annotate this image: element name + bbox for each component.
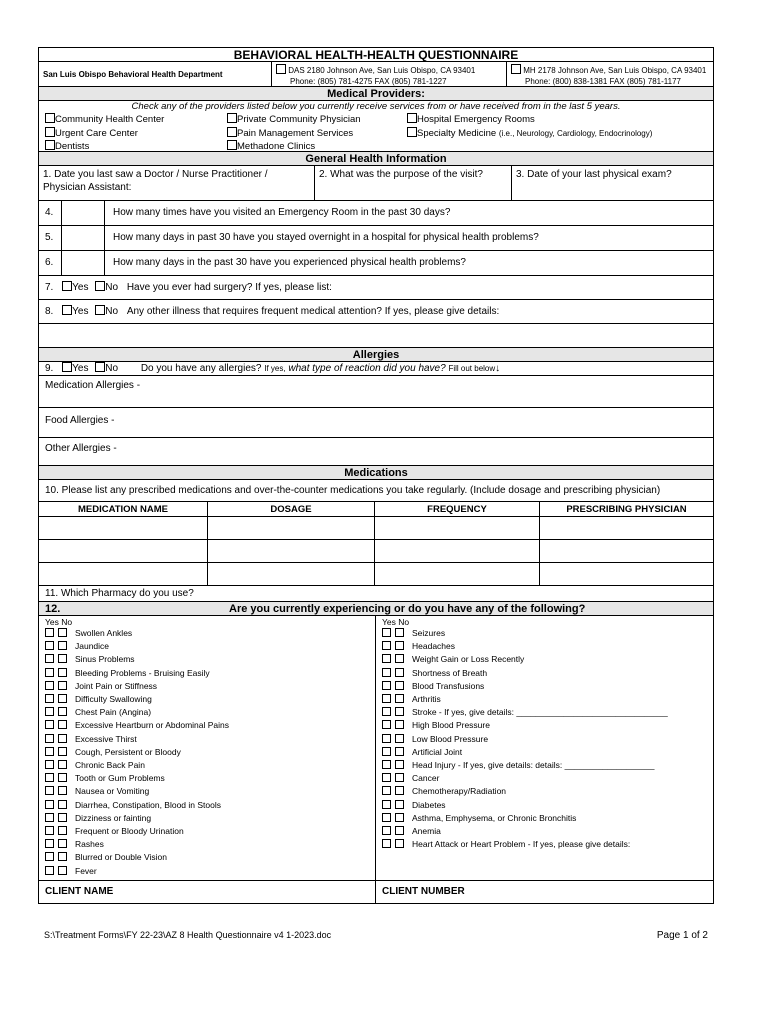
das-phone: Phone: (805) 781-4275 FAX (805) 781-1227 [290,77,447,86]
no-checkbox[interactable] [395,681,404,690]
checkbox[interactable] [227,127,237,137]
client-row [39,881,713,903]
food-allergies-field[interactable]: Food Allergies - [39,408,713,438]
client-name-field[interactable]: CLIENT NAME [45,886,114,897]
q12-heading: Are you currently experiencing or do you have any of the following? [229,603,586,615]
no-checkbox[interactable] [395,734,404,743]
conditions-right-list [382,627,713,851]
frequency-cell[interactable] [374,563,539,585]
health-questionnaire-form [38,47,714,904]
left-item [45,799,375,812]
condition-label: Joint Pain or Stiffness [75,680,158,691]
no-checkbox[interactable] [58,628,67,637]
yes-checkbox[interactable] [45,786,54,795]
no-checkbox[interactable] [58,852,67,861]
left-item [45,865,375,878]
left-item [45,640,375,653]
file-path: S:\Treatment Forms\FY 22-23\AZ 8 Health Questionnaire v4 1-2023.doc [44,930,332,940]
q6-problem-days: How many days in the past 30 have you experienced physical health problems? [113,257,466,268]
provider-urgent-care[interactable]: Urgent Care Center [45,127,164,141]
left-item [45,719,375,732]
condition-label: Anemia [412,826,441,837]
condition-label: Frequent or Bloody Urination [75,826,184,837]
q5-hospital-days: How many days in past 30 have you stayed overnight in a hospital for physical health problems? [113,232,539,243]
no-checkbox[interactable] [395,694,404,703]
providers-col2 [227,113,361,154]
condition-label: Artificial Joint [412,746,463,757]
yes-checkbox[interactable] [382,826,391,835]
client-number-field[interactable]: CLIENT NUMBER [375,881,713,903]
col-prescribing-physician: PRESCRIBING PHYSICIAN [539,502,713,516]
dosage-cell[interactable] [207,563,374,585]
condition-label: Stroke - If yes, give details: ________________________________ [412,707,668,718]
frequency-cell[interactable] [374,517,539,539]
yes-checkbox[interactable] [45,707,54,716]
providers-col1 [45,113,164,154]
provider-private-physician[interactable]: Private Community Physician [227,113,361,127]
conditions-right: Yes No Seizures Headaches Weight Gain or Loss Recently Shortness of Breath Blood Transfusions Arthritis Stroke - If yes, give details: ________________________________ High Blood Pressure Low Blood Pressure Artificial Joint Head Injury - If yes, give details: details: ___________________ Cancer Chemotherapy/Radiation Diabetes Asthma, Emphysema, or Chronic Bronchitis Anemia Heart Attack or Heart Problem - If yes, please give details: [375,616,713,880]
medication-allergies-field[interactable]: Medication Allergies - [39,376,713,408]
provider-specialty[interactable]: Specialty Medicine (i.e., Neurology, Cardiology, Endocrinology) [407,127,652,141]
q1-last-doctor-visit[interactable]: 1. Date you last saw a Doctor / Nurse Practitioner / Physician Assistant: [43,169,268,193]
no-checkbox[interactable] [58,773,67,782]
medication-row[interactable] [39,563,713,586]
no-checkbox[interactable] [395,826,404,835]
condition-label: Jaundice [75,641,110,652]
condition-label: Heart Attack or Heart Problem - If yes, please give details: [412,839,631,850]
condition-label: Cancer [412,773,440,784]
right-item [382,693,713,706]
yes-checkbox[interactable] [45,681,54,690]
provider-methadone[interactable]: Methadone Clinics [227,140,361,154]
yes-checkbox[interactable] [45,694,54,703]
left-item [45,693,375,706]
yes-checkbox[interactable] [45,720,54,729]
condition-label: Chronic Back Pain [75,760,145,771]
medication-name-cell[interactable] [39,540,207,562]
providers-instruction: Check any of the providers listed below you currently receive services from or have received from in the last 5 years. [131,101,621,112]
q12-heading-row: 12. Are you currently experiencing or do you have any of the following? [39,602,713,616]
no-checkbox[interactable] [395,839,404,848]
right-item [382,733,713,746]
left-item [45,680,375,693]
condition-label: Rashes [75,839,104,850]
providers-section [39,101,713,152]
col-dosage: DOSAGE [207,502,374,516]
mh-address: MH 2178 Johnson Ave, San Luis Obispo, CA 93401 [523,66,707,75]
checkbox[interactable] [45,113,55,123]
no-checkbox[interactable] [395,668,404,677]
no-checkbox[interactable] [58,654,67,663]
yes-checkbox[interactable] [382,668,391,677]
left-item [45,733,375,746]
q8-yes-checkbox[interactable] [62,305,72,315]
medication-row[interactable] [39,517,713,540]
mh-option [506,62,713,86]
yes-checkbox[interactable] [382,707,391,716]
yes-checkbox[interactable] [382,720,391,729]
right-item [382,680,713,693]
conditions-section [39,616,713,881]
no-checkbox[interactable] [395,628,404,637]
q4-answer-box[interactable] [61,201,105,225]
right-item [382,640,713,653]
checkbox[interactable] [407,113,417,123]
yes-checkbox[interactable] [382,839,391,848]
yes-checkbox[interactable] [382,800,391,809]
no-checkbox[interactable] [395,773,404,782]
condition-label: Blurred or Double Vision [75,852,167,863]
right-item [382,825,713,838]
right-item [382,799,713,812]
right-item [382,772,713,785]
no-checkbox[interactable] [58,641,67,650]
allergies-heading: Allergies [39,348,713,362]
q9-allergies: Do you have any allergies? [140,363,262,374]
yes-checkbox[interactable] [45,866,54,875]
physician-cell[interactable] [539,563,713,585]
condition-label: High Blood Pressure [412,720,490,731]
other-allergies-field[interactable]: Other Allergies - [39,438,713,466]
checkbox[interactable] [227,140,237,150]
left-item [45,812,375,825]
yes-checkbox[interactable] [45,760,54,769]
left-item [45,772,375,785]
arrow-down-icon: ↓ [495,363,501,374]
providers-heading: Medical Providers: [39,87,713,101]
department-name: San Luis Obispo Behavioral Health Department [43,70,223,79]
q7-row: 7. Yes No Have you ever had surgery? If yes, please list: [39,276,713,300]
no-checkbox[interactable] [58,681,67,690]
medication-row[interactable] [39,540,713,563]
dosage-cell[interactable] [207,540,374,562]
das-checkbox[interactable] [276,64,286,74]
condition-label: Asthma, Emphysema, or Chronic Bronchitis [412,812,577,823]
q8-no-checkbox[interactable] [95,305,105,315]
yes-checkbox[interactable] [382,760,391,769]
no-checkbox[interactable] [58,734,67,743]
yes-checkbox[interactable] [382,654,391,663]
checkbox[interactable] [45,140,55,150]
condition-label: Head Injury - If yes, give details: details: ___________________ [412,760,655,771]
condition-label: Bleeding Problems - Bruising Easily [75,667,210,678]
no-checkbox[interactable] [58,707,67,716]
left-item [45,759,375,772]
mh-checkbox[interactable] [511,64,521,74]
yes-checkbox[interactable] [45,747,54,756]
condition-label: Low Blood Pressure [412,733,489,744]
col-medication-name: MEDICATION NAME [77,504,169,515]
condition-label: Nausea or Vomiting [75,786,150,797]
no-checkbox[interactable] [395,760,404,769]
condition-label: Fever [75,865,97,876]
yes-checkbox[interactable] [45,628,54,637]
condition-label: Diarrhea, Constipation, Blood in Stools [75,799,221,810]
left-item [45,851,375,864]
condition-label: Cough, Persistent or Bloody [75,746,181,757]
condition-label: Sinus Problems [75,654,135,665]
no-checkbox[interactable] [58,800,67,809]
no-checkbox[interactable] [58,694,67,703]
left-item [45,653,375,666]
q10-medications: 10. Please list any prescribed medications and over-the-counter medications you take regularly. (Include dosage and prescribing physician) [39,480,713,502]
q11-pharmacy[interactable]: 11. Which Pharmacy do you use? [39,586,713,602]
left-item [45,838,375,851]
q4-row: 4. How many times have you visited an Emergency Room in the past 30 days? [39,201,713,226]
dosage-cell[interactable] [207,517,374,539]
condition-label: Swollen Ankles [75,628,133,638]
yes-checkbox[interactable] [382,813,391,822]
conditions-left-list [45,627,375,878]
no-checkbox[interactable] [58,839,67,848]
provider-community-health[interactable]: Community Health Center [45,113,164,127]
no-checkbox[interactable] [395,654,404,663]
no-checkbox[interactable] [58,786,67,795]
checkbox[interactable] [407,127,417,137]
condition-label: Weight Gain or Loss Recently [412,654,525,665]
conditions-left: Yes No Swollen Ankles Jaundice Sinus Problems Bleeding Problems - Bruising Easily Joint Pain or Stiffness Difficulty Swallowing Chest Pain (Angina) Excessive Heartburn or Abdominal Pains Excessive Thirst Cough, Persistent or Bloody Chronic Back Pain Tooth or Gum Problems Nausea or Vomiting Diarrhea, Constipation, Blood in Stools Dizziness or fainting Frequent or Bloody Urination Rashes Blurred or Double Vision Fever [39,616,375,880]
medications-table-header [39,502,713,517]
no-checkbox[interactable] [395,786,404,795]
checkbox[interactable] [45,127,55,137]
no-checkbox[interactable] [395,813,404,822]
condition-label: Difficulty Swallowing [75,694,152,705]
yes-checkbox[interactable] [382,694,391,703]
no-checkbox[interactable] [58,826,67,835]
right-item [382,653,713,666]
right-item [382,812,713,825]
mh-phone: Phone: (800) 838-1381 FAX (805) 781-1177 [525,77,681,86]
left-item [45,706,375,719]
physician-cell[interactable] [539,517,713,539]
yes-checkbox[interactable] [382,641,391,650]
yes-checkbox[interactable] [45,813,54,822]
condition-label: Blood Transfusions [412,680,485,691]
provider-pain-management[interactable]: Pain Management Services [227,127,361,141]
condition-label: Shortness of Breath [412,667,488,678]
q7-yes-checkbox[interactable] [62,281,72,291]
page-number: Page 1 of 2 [656,930,708,941]
q7-no-checkbox[interactable] [95,281,105,291]
yes-checkbox[interactable] [382,747,391,756]
right-item [382,746,713,759]
condition-label: Chemotherapy/Radiation [412,786,507,797]
q9-no-checkbox[interactable] [95,362,105,372]
yes-checkbox[interactable] [45,734,54,743]
no-checkbox[interactable] [395,641,404,650]
q8-illness: Any other illness that requires frequent medical attention? If yes, please give details: [126,306,500,317]
general-heading: General Health Information [39,152,713,166]
yes-checkbox[interactable] [45,773,54,782]
provider-hospital-er[interactable]: Hospital Emergency Rooms [407,113,652,127]
q5-answer-box[interactable] [61,226,105,250]
q3-last-physical[interactable]: 3. Date of your last physical exam? [511,166,713,200]
left-item [45,746,375,759]
condition-label: Headaches [412,641,456,652]
no-checkbox[interactable] [58,813,67,822]
frequency-cell[interactable] [374,540,539,562]
das-address: DAS 2180 Johnson Ave, San Luis Obispo, CA 93401 [288,66,476,75]
condition-label: Chest Pain (Angina) [75,707,152,718]
condition-label: Dizziness or fainting [75,812,152,823]
yes-checkbox[interactable] [382,786,391,795]
das-option [271,62,506,86]
condition-label: Arthritis [412,694,441,705]
left-item [45,627,375,640]
form-title: BEHAVIORAL HEALTH-HEALTH QUESTIONNAIRE [39,48,713,62]
q2-visit-purpose[interactable]: 2. What was the purpose of the visit? [314,166,511,200]
medications-heading: Medications [39,466,713,480]
q7-surgery: Have you ever had surgery? If yes, please list: [126,282,332,293]
yes-checkbox[interactable] [45,668,54,677]
physician-cell[interactable] [539,540,713,562]
yes-checkbox[interactable] [382,681,391,690]
no-checkbox[interactable] [395,800,404,809]
header-row [39,62,713,87]
q9-row: 9. Yes No Do you have any allergies? If yes, what type of reaction did you have? Fill out below↓ [39,362,713,376]
right-item [382,706,713,719]
yes-checkbox[interactable] [45,800,54,809]
yes-checkbox[interactable] [382,628,391,637]
q1-q3-row [39,166,713,201]
right-item [382,667,713,680]
no-checkbox[interactable] [58,866,67,875]
condition-label: Diabetes [412,799,446,810]
left-item [45,667,375,680]
right-item [382,719,713,732]
q9-yes-checkbox[interactable] [62,362,72,372]
yes-checkbox[interactable] [45,839,54,848]
left-item [45,785,375,798]
q8-row: 8. Yes No Any other illness that requires frequent medical attention? If yes, please give details: [39,300,713,324]
condition-label: Seizures [412,628,446,638]
medication-name-cell[interactable] [39,517,207,539]
medication-name-cell[interactable] [39,563,207,585]
condition-label: Excessive Heartburn or Abdominal Pains [75,720,230,731]
provider-dentists[interactable]: Dentists [45,140,164,154]
right-item [382,838,713,851]
q8-answer-space[interactable] [39,324,713,348]
col-frequency: FREQUENCY [374,502,539,516]
condition-label: Excessive Thirst [75,733,137,744]
no-checkbox[interactable] [58,668,67,677]
yes-checkbox[interactable] [45,852,54,861]
no-checkbox[interactable] [395,720,404,729]
providers-col3 [407,113,652,140]
yes-checkbox[interactable] [382,773,391,782]
q6-answer-box[interactable] [61,251,105,275]
condition-label: Tooth or Gum Problems [75,773,165,784]
right-item [382,627,713,640]
yes-checkbox[interactable] [382,734,391,743]
yes-checkbox[interactable] [45,826,54,835]
no-checkbox[interactable] [58,760,67,769]
no-checkbox[interactable] [58,747,67,756]
no-checkbox[interactable] [395,747,404,756]
checkbox[interactable] [227,113,237,123]
q6-row: 6. How many days in the past 30 have you experienced physical health problems? [39,251,713,276]
no-checkbox[interactable] [58,720,67,729]
yes-checkbox[interactable] [45,654,54,663]
right-item [382,785,713,798]
right-item [382,759,713,772]
q4-er-visits: How many times have you visited an Emergency Room in the past 30 days? [113,207,451,218]
no-checkbox[interactable] [395,707,404,716]
q5-row: 5. How many days in past 30 have you stayed overnight in a hospital for physical health problems? [39,226,713,251]
left-item [45,825,375,838]
yes-checkbox[interactable] [45,641,54,650]
